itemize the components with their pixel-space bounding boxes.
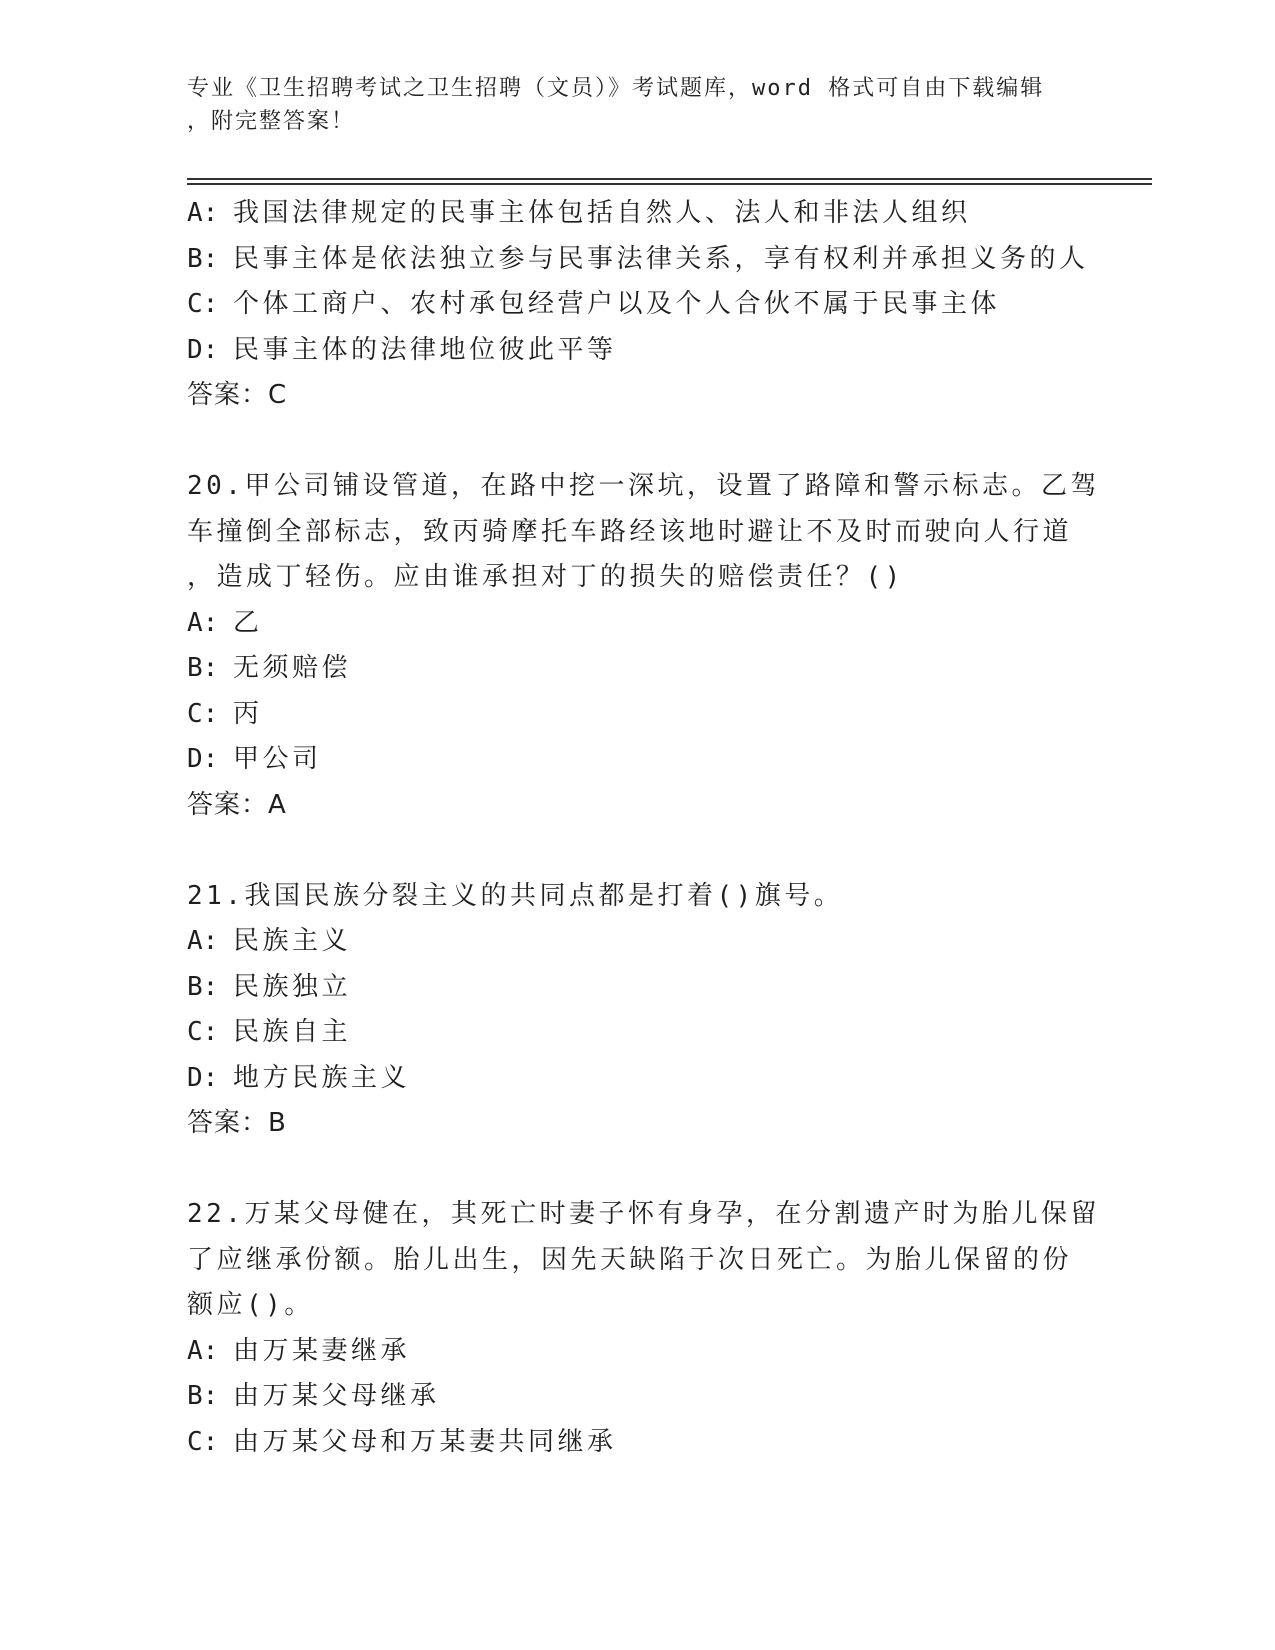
answer-line: 答案：B (187, 1108, 287, 1138)
header-divider-top (187, 178, 1152, 180)
option-b (187, 646, 1087, 692)
option-text: 地方民族主义 (233, 1062, 411, 1093)
option-text: 我国法律规定的民事主体包括自然人、法人和非法人组织 (233, 198, 971, 228)
option-text: 民族自主 (233, 1017, 352, 1047)
option-label: A: (187, 198, 219, 228)
question-stem: 额应()。 (187, 1290, 314, 1320)
option-c (187, 1420, 1087, 1466)
option-b (187, 237, 1087, 283)
question-stem: 了应继承份额。胎儿出生，因先天缺陷于次日死亡。为胎儿保留的份 (187, 1244, 1073, 1275)
option-d (187, 737, 1087, 783)
option-a (187, 919, 1087, 965)
option-text: 民事主体的法律地位彼此平等 (233, 334, 617, 365)
option-c (187, 1010, 1087, 1056)
option-label: C: (187, 289, 219, 319)
option-a (187, 191, 1087, 237)
option-text: 个体工商户、农村承包经营户以及个人合伙不属于民事主体 (233, 289, 1001, 319)
question-stem: ，造成丁轻伤。应由谁承担对丁的损失的赔偿责任？() (187, 562, 904, 592)
option-label: D: (187, 744, 219, 774)
question-stem: 20.甲公司铺设管道，在路中挖一深坑，设置了路障和警示标志。乙驾 (187, 471, 1100, 501)
option-text: 乙 (233, 607, 263, 638)
option-a (187, 601, 1087, 647)
option-label: B: (187, 1381, 219, 1411)
question-22 (187, 1192, 1100, 1465)
answer-line: 答案：C (187, 380, 288, 410)
spacer (187, 1147, 1087, 1193)
header-line-1: 专业《卫生招聘考试之卫生招聘（文员）》考试题库，word 格式可自由下载编辑 (187, 76, 1045, 101)
option-d (187, 328, 1087, 374)
option-text: 民事主体是依法独立参与民事法律关系，享有权利并承担义务的人 (233, 243, 1089, 274)
question-stem: 21.我国民族分裂主义的共同点都是打着()旗号。 (187, 880, 844, 911)
option-label: A: (187, 926, 219, 956)
question-20 (187, 464, 1100, 828)
option-label: B: (187, 653, 219, 683)
question-stem: 22.万某父母健在，其死亡时妻子怀有身孕，在分割遗产时为胎儿保留 (187, 1199, 1100, 1229)
option-text: 由万某父母和万某妻共同继承 (233, 1426, 617, 1457)
question-stem: 车撞倒全部标志，致丙骑摩托车路经该地时避让不及时而驶向人行道 (187, 516, 1073, 547)
option-label: D: (187, 334, 219, 365)
option-text: 甲公司 (233, 744, 322, 774)
question-21 (187, 874, 1087, 1147)
option-c (187, 282, 1087, 328)
option-c (187, 692, 1087, 738)
header-line-2: ，附完整答案！ (187, 109, 356, 134)
question-19 (187, 191, 1087, 419)
spacer (187, 419, 1087, 465)
question-list (187, 191, 1100, 1465)
option-label: A: (187, 1335, 219, 1366)
option-label: C: (187, 698, 219, 729)
answer-line: 答案：A (187, 789, 287, 820)
option-text: 由万某妻继承 (233, 1335, 411, 1366)
option-b (187, 1374, 1087, 1420)
option-text: 无须赔偿 (233, 653, 352, 683)
option-label: C: (187, 1426, 219, 1457)
option-label: B: (187, 243, 219, 274)
option-label: C: (187, 1017, 219, 1047)
option-text: 民族主义 (233, 926, 352, 956)
option-label: D: (187, 1062, 219, 1093)
option-label: B: (187, 971, 219, 1002)
option-text: 由万某父母继承 (233, 1381, 440, 1411)
option-b (187, 965, 1087, 1011)
option-label: A: (187, 607, 219, 638)
header-divider-bottom (187, 183, 1152, 185)
option-text: 民族独立 (233, 971, 352, 1002)
option-d (187, 1056, 1087, 1102)
spacer (187, 828, 1087, 874)
option-text: 丙 (233, 698, 263, 729)
option-a (187, 1329, 1087, 1375)
document-header (187, 72, 1067, 138)
